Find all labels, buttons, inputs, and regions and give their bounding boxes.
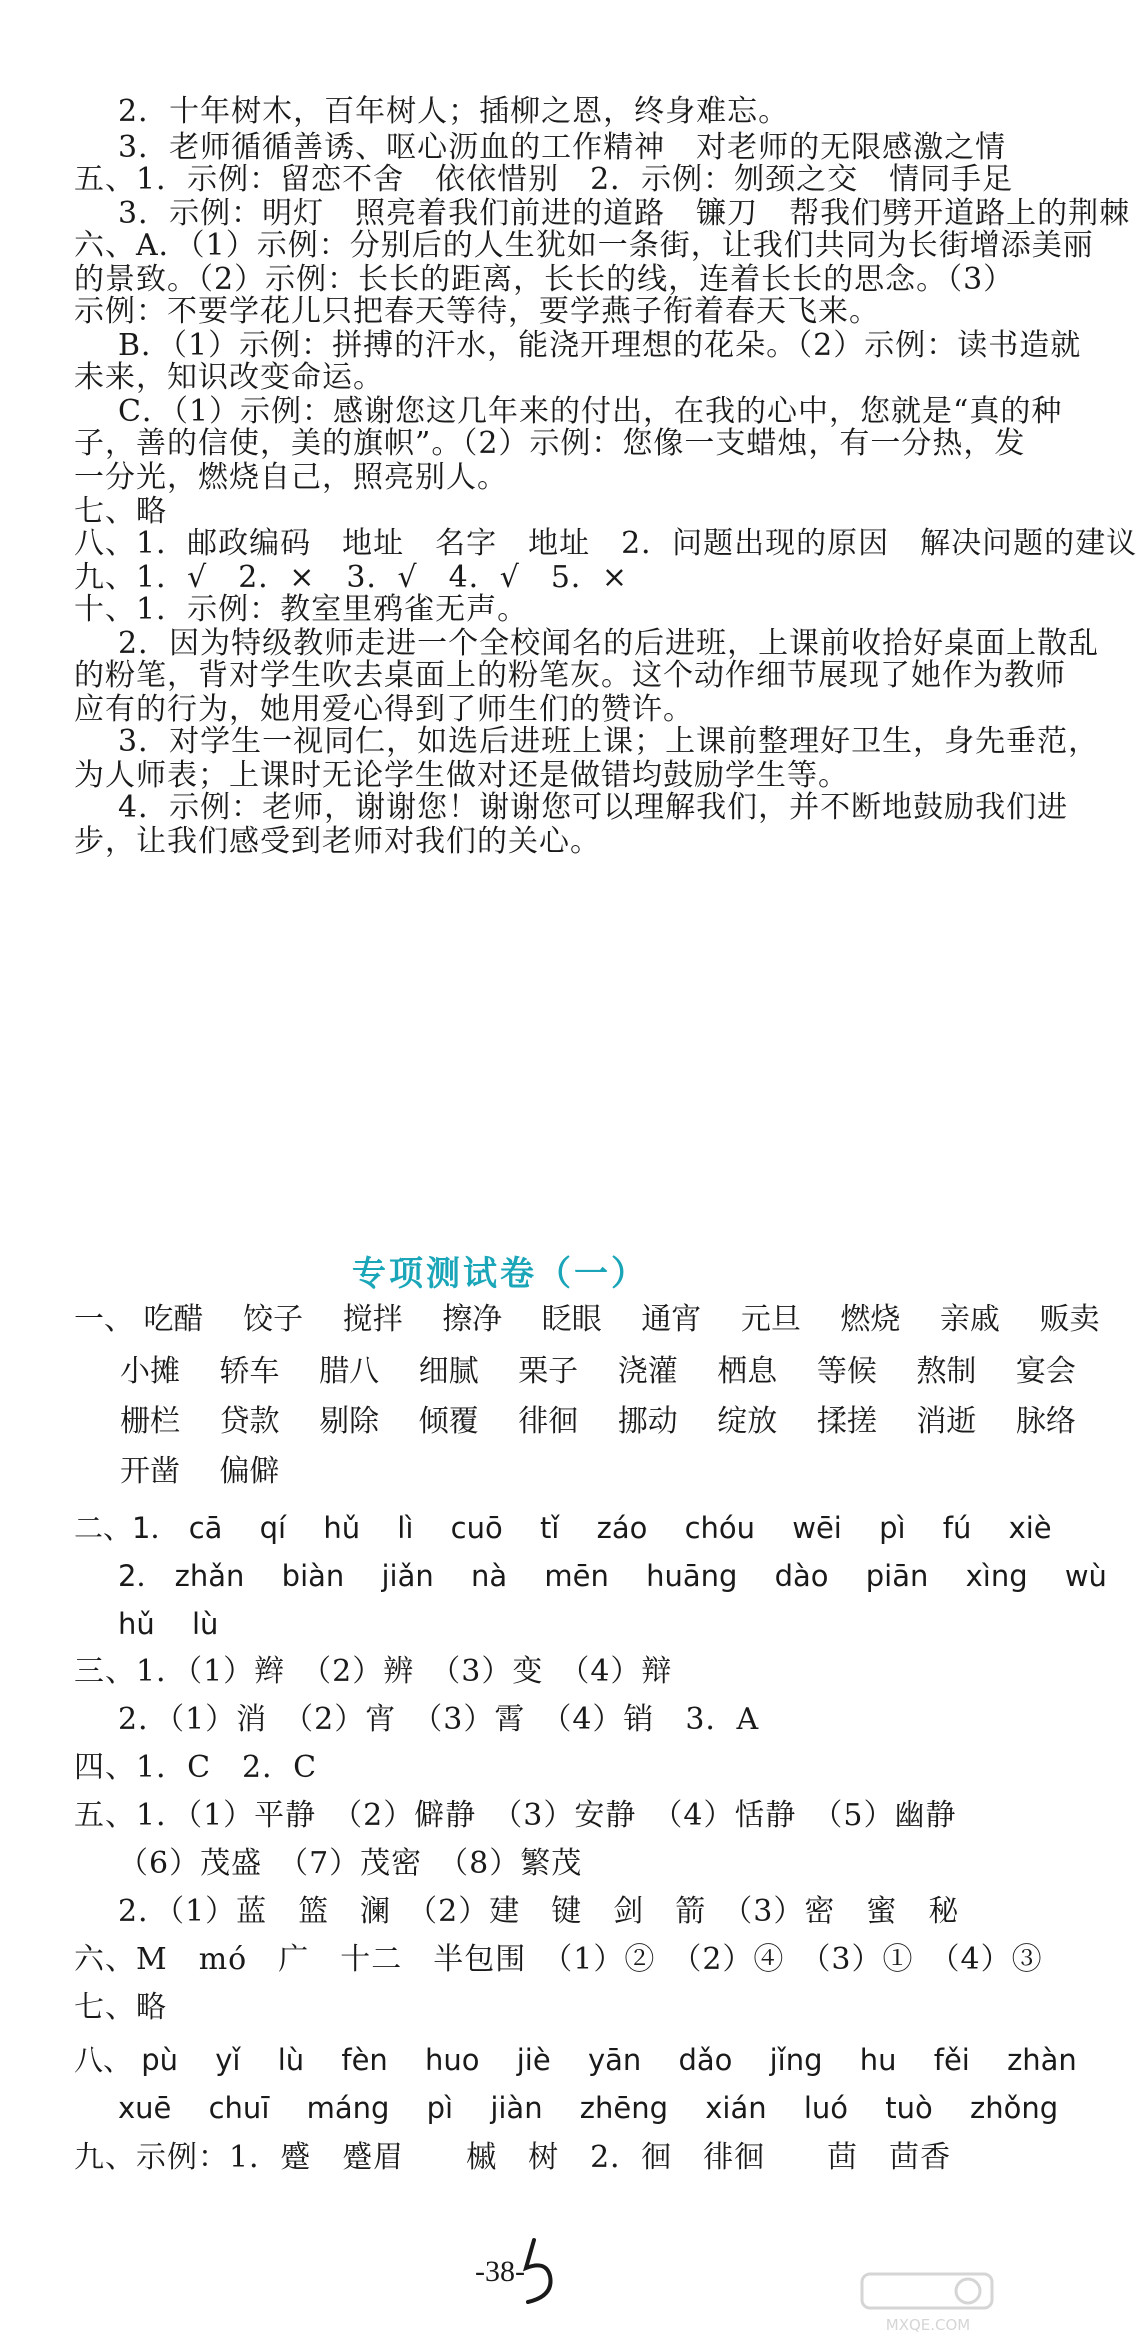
answer-line: 步，让我们感受到老师对我们的关心。 xyxy=(74,824,601,859)
word: 浇灌 xyxy=(617,1354,678,1389)
pinyin: biàn xyxy=(281,1559,345,1593)
answer-line: 十、1．示例：教室里鸦雀无声。 xyxy=(74,592,529,627)
pinyin: luó xyxy=(803,2091,849,2125)
answer-line: 的景致。（2）示例：长长的距离，长长的线，连着长长的思念。（3） xyxy=(74,262,1015,297)
word: 栅栏 xyxy=(120,1404,180,1439)
answer-line: 应有的行为，她用爱心得到了师生们的赞许。 xyxy=(74,692,694,727)
word: 栖息 xyxy=(717,1354,778,1389)
word: 贷款 xyxy=(219,1404,280,1439)
word: 元旦 xyxy=(740,1302,801,1337)
pinyin: dǎo xyxy=(678,2043,733,2077)
word: 倾覆 xyxy=(418,1404,479,1439)
pinyin: huo xyxy=(425,2043,480,2077)
answer-line: 七、略 xyxy=(74,1990,167,2025)
pinyin: zhēng xyxy=(579,2091,669,2125)
answer-line: 七、略 xyxy=(74,494,167,529)
pinyin: dào xyxy=(774,1559,829,1593)
word: 绽放 xyxy=(717,1404,778,1439)
pinyin: cuō xyxy=(450,1511,503,1545)
pinyin: tuò xyxy=(885,2091,933,2125)
pinyin-row xyxy=(118,2088,1086,2128)
word-row xyxy=(120,1352,1106,1392)
watermark-logo xyxy=(858,2268,998,2336)
answer-line: B．（1）示例：拼搏的汗水，能浇开理想的花朵。（2）示例：读书造就 xyxy=(118,328,1082,363)
section-title: 专项测试卷（一） xyxy=(352,1254,648,1294)
sub-label: 2． xyxy=(118,1559,166,1593)
word: 小摊 xyxy=(120,1354,180,1389)
answer-line: 六、M mó 广 十二 半包围 （1）② （2）④ （3）① （4）③ xyxy=(74,1942,1043,1977)
pinyin: zhàn xyxy=(1007,2043,1077,2077)
answer-line: 3．示例：明灯 照亮着我们前进的道路 镰刀 帮我们劈开道路上的荆棘 xyxy=(118,196,1131,231)
answer-line: 2．十年树木，百年树人；插柳之恩，终身难忘。 xyxy=(118,94,790,129)
word: 搅拌 xyxy=(342,1302,403,1337)
word: 通宵 xyxy=(641,1302,702,1337)
pinyin: hu xyxy=(859,2043,897,2077)
word: 燃烧 xyxy=(840,1302,901,1337)
answer-line: 为人师表；上课时无论学生做对还是做错均鼓励学生等。 xyxy=(74,758,849,793)
pinyin: lù xyxy=(191,1607,219,1641)
answer-line: C．（1）示例：感谢您这几年来的付出，在我的心中，您就是“真的种 xyxy=(118,394,1063,429)
pinyin: zhǎn xyxy=(174,1559,245,1593)
pinyin-row xyxy=(118,1604,246,1644)
word: 等候 xyxy=(816,1354,877,1389)
pinyin: cā xyxy=(188,1511,223,1545)
answer-line: （6）茂盛 （7）茂密 （8）繁茂 xyxy=(118,1846,583,1881)
pinyin: jiè xyxy=(516,2043,551,2077)
word: 轿车 xyxy=(219,1354,280,1389)
word: 吃醋 xyxy=(143,1302,204,1337)
answer-line: 六、A．（1）示例：分别后的人生犹如一条街，让我们共同为长街增添美丽 xyxy=(74,228,1094,263)
word: 宴会 xyxy=(1015,1354,1076,1389)
word-row xyxy=(120,1402,1106,1442)
pinyin: fú xyxy=(942,1511,972,1545)
word: 偏僻 xyxy=(219,1454,280,1489)
word: 栗子 xyxy=(518,1354,579,1389)
pinyin: chuī xyxy=(208,2091,270,2125)
pinyin: jiǎn xyxy=(381,1559,434,1593)
pinyin: fèn xyxy=(341,2043,388,2077)
question-label: 八、 xyxy=(74,2043,133,2077)
answer-line: 五、1．示例：留恋不舍 依依惜别 2．示例：刎颈之交 情同手足 xyxy=(74,162,1014,197)
pinyin: xuē xyxy=(118,2091,172,2125)
word: 饺子 xyxy=(243,1302,304,1337)
answer-line: 九、示例：1．蹙 蹙眉 槭 树 2．徊 徘徊 茴 茴香 xyxy=(74,2140,952,2175)
pinyin: mēn xyxy=(544,1559,609,1593)
answer-line: 子，善的信使，美的旗帜”。（2）示例：您像一支蜡烛，有一分热，发 xyxy=(74,426,1026,461)
pinyin: máng xyxy=(306,2091,390,2125)
watermark-text: MXQE.COM xyxy=(885,2316,971,2334)
word: 擦净 xyxy=(442,1302,503,1337)
answer-line: 3．老师循循善诱、呕心沥血的工作精神 对老师的无限感激之情 xyxy=(118,130,1007,165)
handwritten-mark xyxy=(520,2232,580,2312)
word: 徘徊 xyxy=(518,1404,579,1439)
watermark-icon xyxy=(858,2268,998,2316)
word: 眨眼 xyxy=(541,1302,602,1337)
pinyin-row xyxy=(74,1508,1080,1548)
answer-line: 九、1．√ 2．× 3．√ 4．√ 5．× xyxy=(74,560,629,595)
pinyin: xìng xyxy=(965,1559,1028,1593)
word: 腊八 xyxy=(319,1354,380,1389)
answer-line: 五、1．（1）平静 （2）僻静 （3）安静 （4）恬静 （5）幽静 xyxy=(74,1798,957,1833)
page-number xyxy=(0,2252,1000,2292)
pinyin: piān xyxy=(865,1559,929,1593)
pinyin: lù xyxy=(277,2043,305,2077)
word: 细腻 xyxy=(418,1354,479,1389)
pinyin: hǔ xyxy=(118,1607,155,1641)
answer-line: 示例：不要学花儿只把春天等待，要学燕子衔着春天飞来。 xyxy=(74,294,880,329)
answer-line: 3．对学生一视同仁，如选后进班上课；上课前整理好卫生，身先垂范， xyxy=(118,724,1100,759)
word-row xyxy=(120,1452,310,1492)
answer-line: 三、1．（1）辫 （2）辨 （3）变 （4）辩 xyxy=(74,1654,673,1689)
word: 熬制 xyxy=(916,1354,977,1389)
answer-line: 一分光，燃烧自己，照亮别人。 xyxy=(74,460,508,495)
pinyin: chóu xyxy=(684,1511,756,1545)
pinyin: tǐ xyxy=(539,1511,560,1545)
word-row xyxy=(74,1300,1129,1340)
answer-line: 的粉笔，背对学生吹去桌面上的粉笔灰。这个动作细节展现了她作为教师 xyxy=(74,658,1066,693)
pinyin: jiàn xyxy=(490,2091,543,2125)
pinyin: yān xyxy=(587,2043,642,2077)
word: 脉络 xyxy=(1015,1404,1076,1439)
question-label: 二、 xyxy=(74,1511,133,1545)
pinyin: yǐ xyxy=(215,2043,241,2077)
pinyin: jǐng xyxy=(769,2043,823,2077)
question-label: 一、 xyxy=(74,1302,134,1337)
pinyin: pù xyxy=(141,2043,179,2077)
word: 亲戚 xyxy=(939,1302,1000,1337)
answer-line: 未来，知识改变命运。 xyxy=(74,360,384,395)
answer-line: 2．（1）蓝 篮 澜 （2）建 键 剑 箭 （3）密 蜜 秘 xyxy=(118,1894,960,1929)
pinyin: xián xyxy=(705,2091,767,2125)
pinyin: pì xyxy=(879,1511,906,1545)
pinyin: wù xyxy=(1064,1559,1107,1593)
pinyin: xiè xyxy=(1008,1511,1052,1545)
pinyin: wēi xyxy=(792,1511,842,1545)
answer-line: 2．（1）消 （2）宵 （3）霄 （4）销 3．A xyxy=(118,1702,760,1737)
pinyin: lì xyxy=(397,1511,414,1545)
page-number-text: -38- xyxy=(475,2255,525,2288)
answer-line: 八、1．邮政编码 地址 名字 地址 2．问题出现的原因 解决问题的建议 xyxy=(74,526,1137,561)
answer-line: 2．因为特级教师走进一个全校闻名的后进班，上课前收拾好桌面上散乱 xyxy=(118,626,1100,661)
pinyin: nà xyxy=(470,1559,508,1593)
pinyin-row xyxy=(118,1556,1135,1596)
pinyin: pì xyxy=(426,2091,454,2125)
pinyin: zhǒng xyxy=(969,2091,1059,2125)
word: 剔除 xyxy=(319,1404,380,1439)
pinyin: huāng xyxy=(646,1559,738,1593)
word: 消逝 xyxy=(916,1404,977,1439)
word: 贩卖 xyxy=(1039,1302,1100,1337)
pinyin: záo xyxy=(596,1511,648,1545)
word: 揉搓 xyxy=(816,1404,877,1439)
answer-line: 4．示例：老师，谢谢您！谢谢您可以理解我们，并不断地鼓励我们进 xyxy=(118,790,1069,825)
pinyin: qí xyxy=(259,1511,287,1545)
answer-line: 四、1．C 2．C xyxy=(74,1750,318,1785)
word: 开凿 xyxy=(120,1454,180,1489)
pinyin: hǔ xyxy=(323,1511,361,1545)
word: 挪动 xyxy=(617,1404,678,1439)
pinyin-row xyxy=(74,2040,1105,2080)
sub-label: 1． xyxy=(132,1511,180,1545)
pinyin: fěi xyxy=(933,2043,970,2077)
